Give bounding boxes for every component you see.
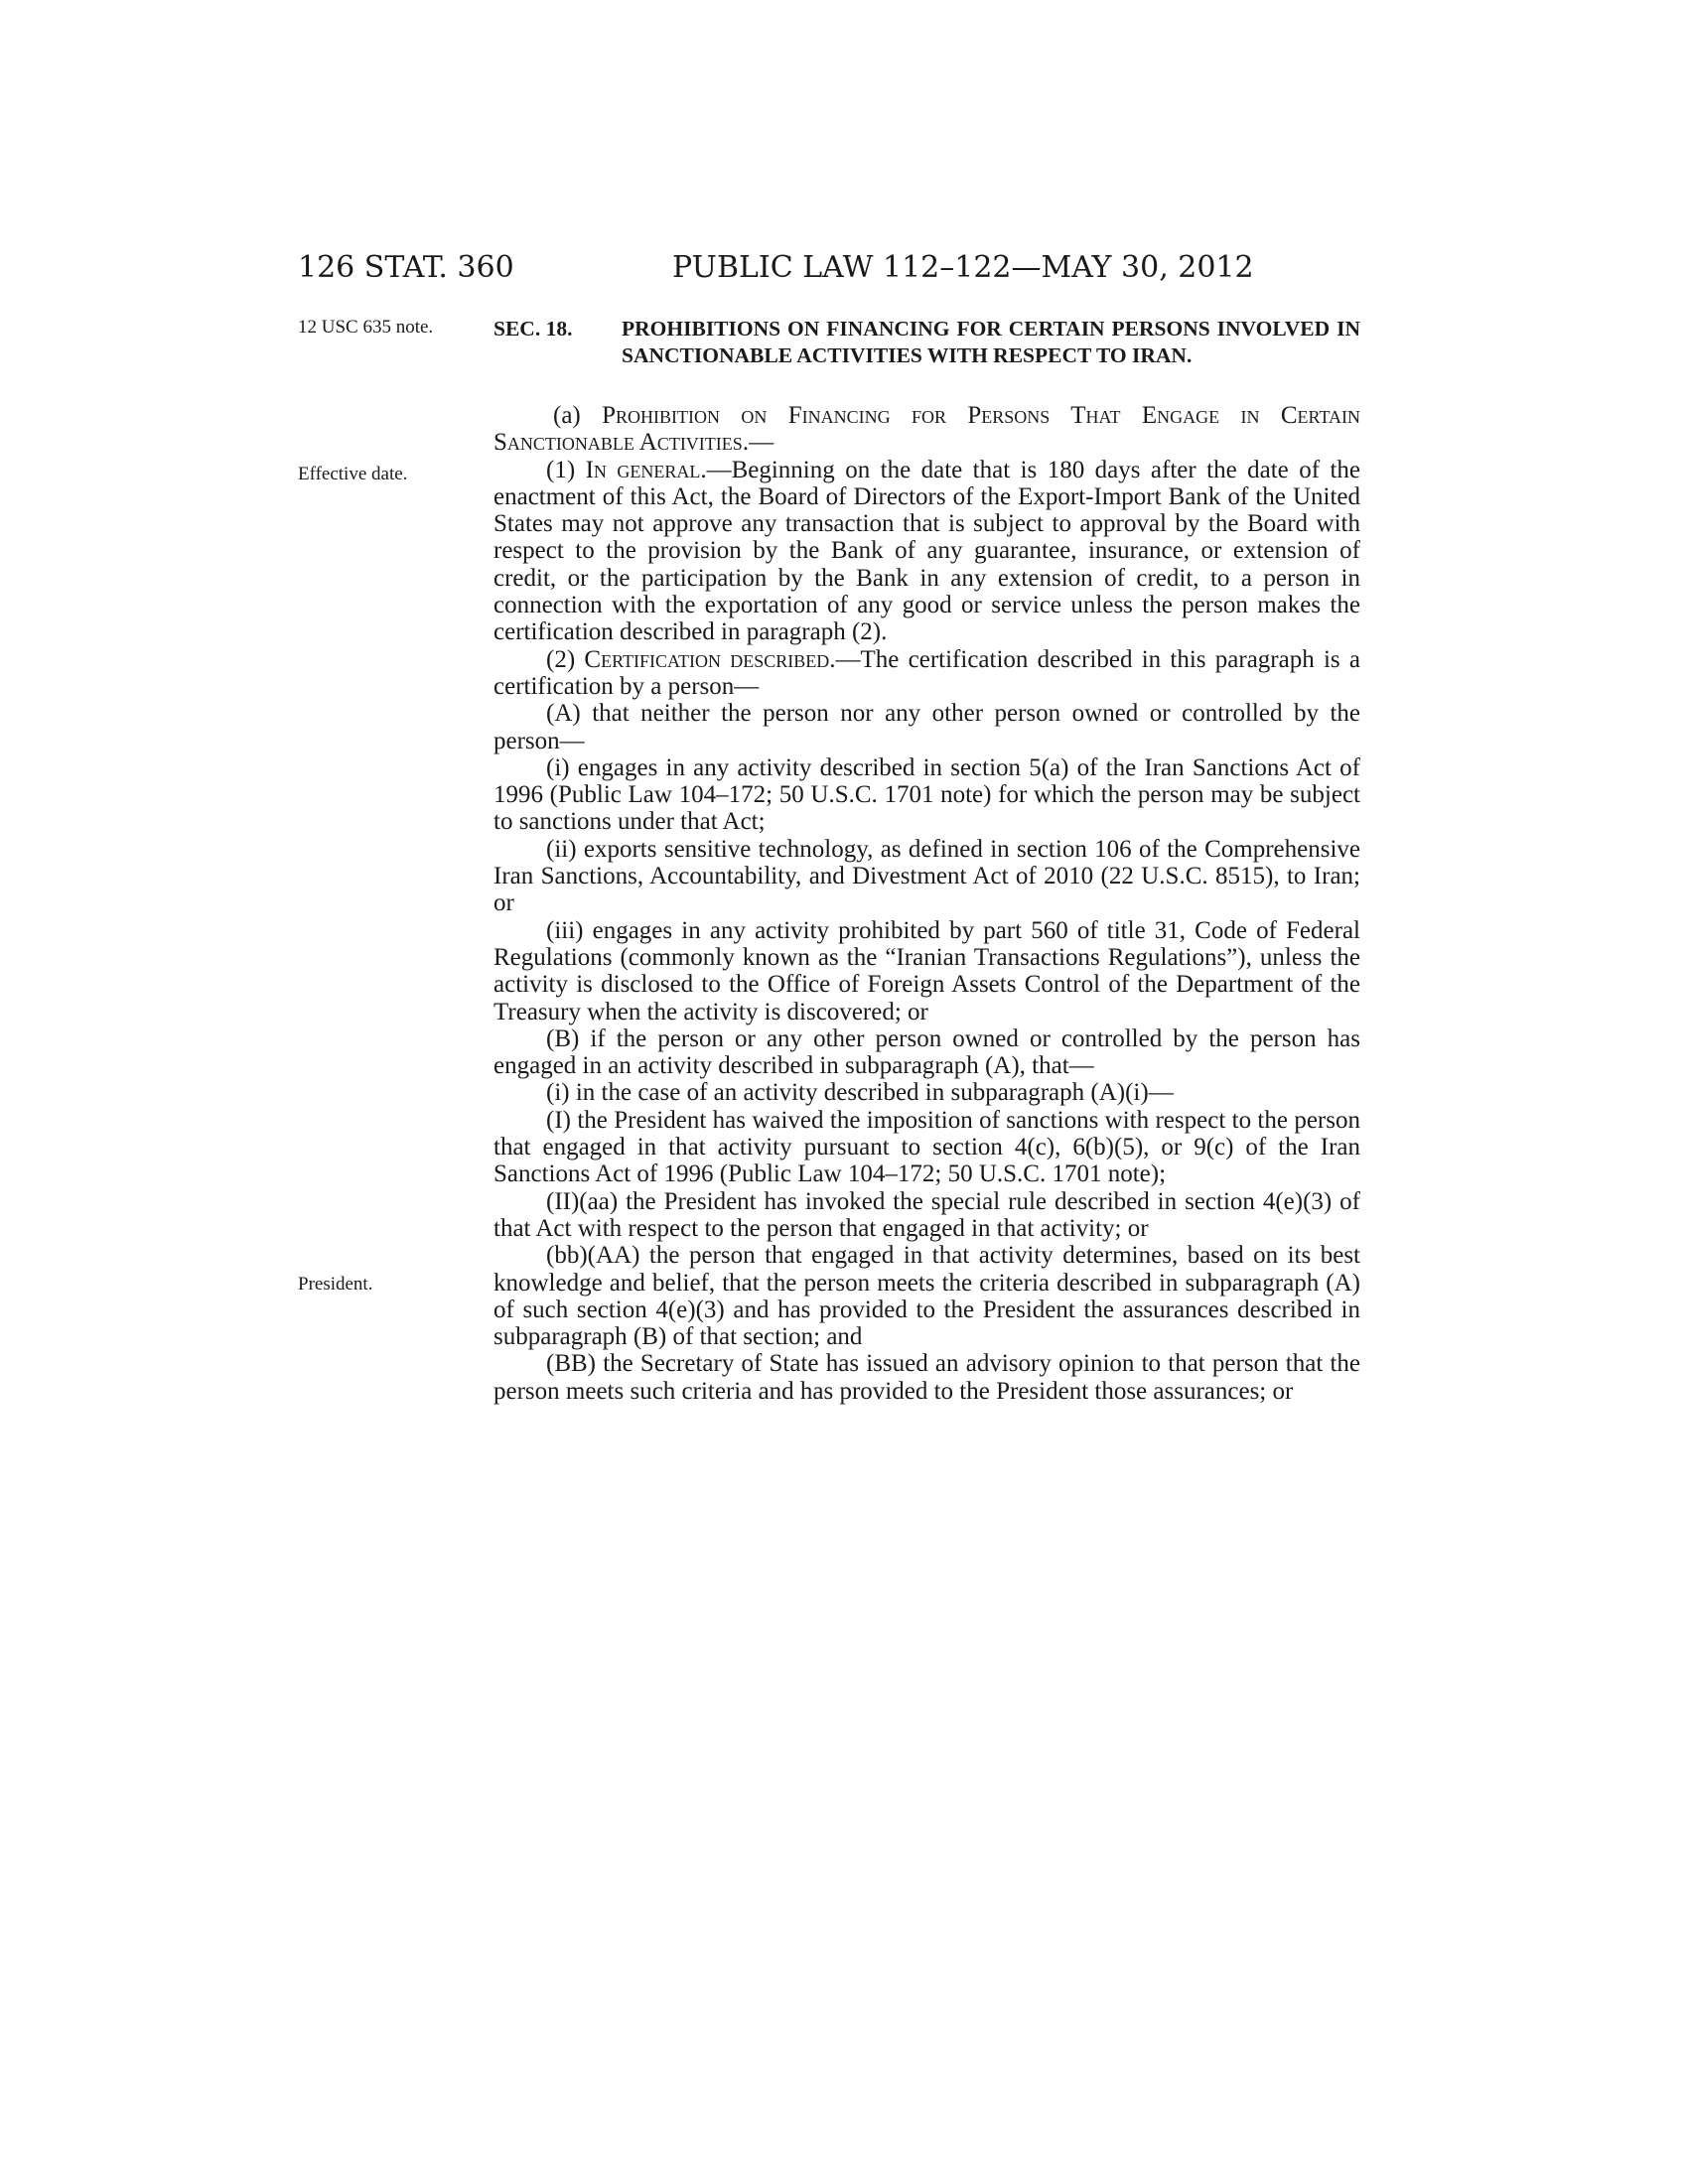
section-heading [493,316,1360,369]
subsection-a-heading: Prohibition on Financing for Persons That Engage in Certain Sanctionable Activities [493,402,1361,457]
paragraph-1 [493,457,1360,646]
paragraph-2-heading: Certification described [584,645,830,673]
subparagraph-a: (A) that neither the person nor any other person owned or controlled by the person— [493,700,1360,754]
section-label: SEC. 18. [493,317,573,341]
paragraph-1-designator: (1) [546,456,576,483]
subsection-a-designator: (a) [553,402,581,429]
clause-a-i: (i) engages in any activity described in section 5(a) of the Iran Sanctions Act of 1996 (Public Law 104–172; 50 U.S.C. 1701 note) for which the person may be subject to sanctions under that Act; [493,753,1360,836]
paragraph-2 [493,646,1360,701]
running-head-title: PUBLIC LAW 112–122—MAY 30, 2012 [672,250,1254,285]
item-b-i-II-bb-BB: (BB) the Secretary of State has issued an advisory opinion to that person that the person meets such criteria and has provided to the President those assurances; or [493,1350,1360,1405]
running-head [298,250,1360,290]
margin-note-president: President. [298,1274,373,1295]
subclause-b-i-II-aa: (II)(aa) the President has invoked the special rule described in section 4(e)(3) of that Act with respect to the person that engaged in that activity; or [493,1187,1360,1242]
margin-note-effective-date: Effective date. [298,464,408,484]
clause-a-ii: (ii) exports sensitive technology, as defined in section 106 of the Comprehensive Iran Sanctions, Accountability, and Divestment Act of 2010 (22 U.S.C. 8515), to Iran; or [493,835,1360,917]
paragraph-1-heading: In general [585,456,701,483]
subsection-a [493,402,1360,457]
subclause-b-i-I: (I) the President has waived the imposition of sanctions with respect to the person that engaged in that activity pursuant to section 4(c), 6(b)(5), or 9(c) of the Iran Sanctions Act of 1996 (Public Law 104–172; 50 U.S.C. 1701 note); [493,1106,1360,1188]
clause-a-iii: (iii) engages in any activity prohibited by part 560 of title 31, Code of Federal Regulations (commonly known as the “Iranian Transactions Regulations”), unless the activity is disclosed to the Office of Foreign Assets Control of the Department of the Treasury when the activity is discovered; or [493,916,1360,1025]
subparagraph-b: (B) if the person or any other person owned or controlled by the person has engaged in an activity described in subparagraph (A), that— [493,1024,1360,1080]
page-number: 126 STAT. 360 [298,250,514,285]
margin-note-usc: 12 USC 635 note. [298,317,434,338]
section-title: PROHIBITIONS ON FINANCING FOR CERTAIN PERSONS INVOLVED IN SANCTIONABLE ACTIVITIES WITH RESPECT TO IRAN. [622,317,1360,367]
paragraph-2-designator: (2) [546,645,576,673]
paragraph-1-text: .—Beginning on the date that is 180 days after the date of the enactment of this Act, the Board of Directors of the Export-Import Bank of the United States may not approve any transaction that is subject to approval by the Board with respect to the provision by the Bank of any guarantee, insurance, or extension of credit, or the participation by the Bank in any extension of credit, to a person in connection with the exportation of any good or service unless the person makes the certification described in paragraph (2). [493,456,1360,646]
statute-body [493,402,1360,1405]
clause-b-i: (i) in the case of an activity described in subparagraph (A)(i)— [546,1079,1174,1107]
subsection-a-dash: .— [742,429,774,457]
item-b-i-II-bb-AA: (bb)(AA) the person that engaged in that activity determines, based on its best knowledge and belief, that the person meets the criteria described in subparagraph (A) of such section 4(e)(3) and has provided to the President the assurances described in subparagraph (B) of that section; and [493,1242,1360,1351]
paragraph-2-text: .—The certification described in this paragraph is a certification by a person— [493,645,1361,700]
